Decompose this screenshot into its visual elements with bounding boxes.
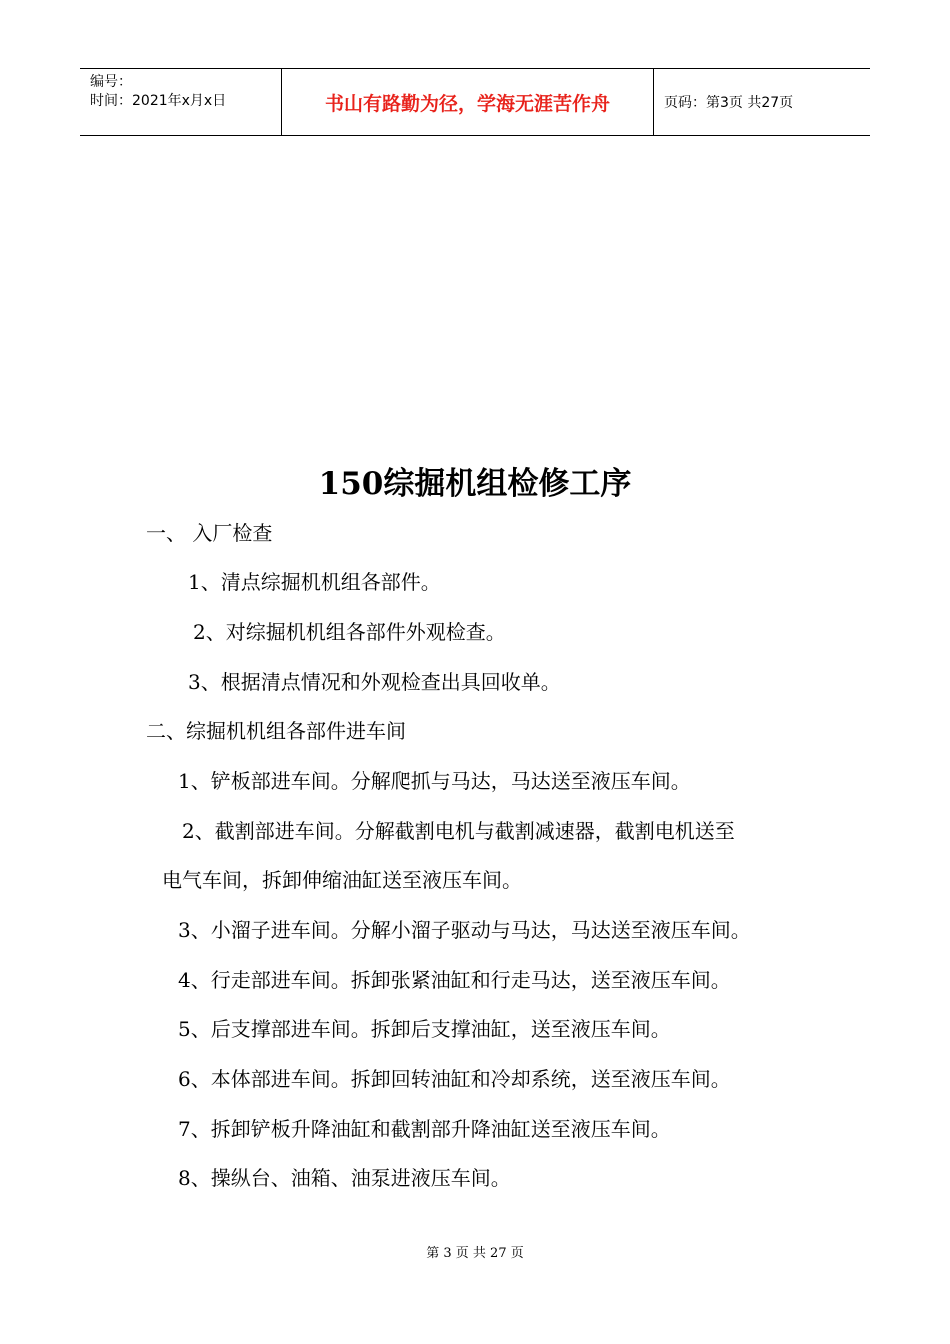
- section-heading-2: 二、综掘机机组各部件进车间: [146, 719, 406, 743]
- list-item: 3、小溜子进车间。分解小溜子驱动与马达，马达送至液压车间。: [178, 918, 751, 942]
- list-item: 1、铲板部进车间。分解爬抓与马达，马达送至液压车间。: [178, 769, 691, 793]
- header-left-cell: [80, 69, 281, 135]
- list-item: 5、后支撑部进车间。拆卸后支撑油缸，送至液压车间。: [178, 1017, 671, 1041]
- list-item: 1、清点综掘机机组各部件。: [188, 570, 441, 594]
- number-label: 编号：: [90, 74, 132, 90]
- list-item: 8、操纵台、油箱、油泵进液压车间。: [178, 1166, 511, 1190]
- list-item-continuation: 电气车间，拆卸伸缩油缸送至液压车间。: [162, 868, 522, 892]
- page-footer: 第 3 页 共 27 页: [426, 1246, 524, 1261]
- page-header: [80, 68, 870, 136]
- list-item: 3、根据清点情况和外观检查出具回收单。: [188, 670, 561, 694]
- time-label: 时间：2021年x月x日: [90, 93, 227, 109]
- header-motto: 书山有路勤为径，学海无涯苦作舟: [281, 69, 654, 135]
- list-item: 2、截割部进车间。分解截割电机与截割减速器，截割电机送至: [182, 819, 735, 843]
- document-title: 150综掘机组检修工序: [318, 466, 632, 502]
- list-item: 2、对综掘机机组各部件外观检查。: [193, 620, 506, 644]
- header-page-info: 页码：第3页 共27页: [664, 95, 794, 111]
- section-heading-1: 一、 入厂检查: [146, 521, 273, 545]
- list-item: 7、拆卸铲板升降油缸和截割部升降油缸送至液压车间。: [178, 1117, 671, 1141]
- list-item: 6、本体部进车间。拆卸回转油缸和冷却系统，送至液压车间。: [178, 1067, 731, 1091]
- list-item: 4、行走部进车间。拆卸张紧油缸和行走马达，送至液压车间。: [178, 968, 731, 992]
